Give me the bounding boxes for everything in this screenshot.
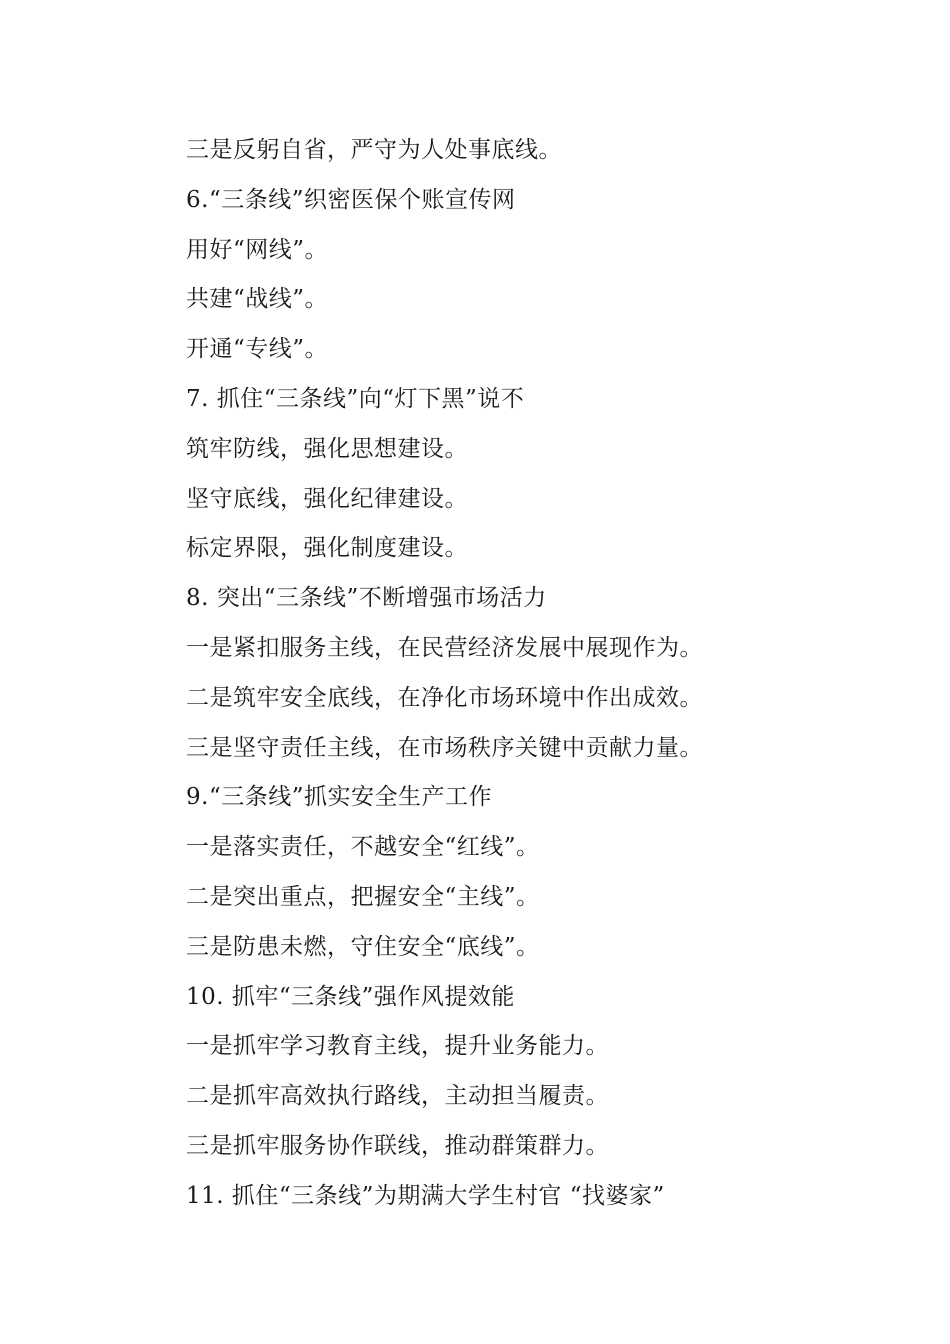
text-line: 二是抓牢高效执行路线，主动担当履责。 <box>186 1083 609 1110</box>
text-line: 标定界限，强化制度建设。 <box>186 535 468 562</box>
text-line: 二是突出重点，把握安全“主线”。 <box>186 883 540 910</box>
text-line: 用好“网线”。 <box>186 236 329 263</box>
text-line: 共建“战线”。 <box>186 286 329 313</box>
text-line: 三是反躬自省，严守为人处事底线。 <box>186 137 562 163</box>
document-body <box>186 126 886 1222</box>
text-line: 一是抓牢学习教育主线，提升业务能力。 <box>186 1033 609 1060</box>
text-line: 二是筑牢安全底线，在净化市场环境中作出成效。 <box>186 684 703 711</box>
text-line: 三是防患未燃，守住安全“底线”。 <box>186 933 540 960</box>
text-line: 筑牢防线，强化思想建设。 <box>186 435 468 462</box>
section-heading: 8. 突出“三条线”不断增强市场活力 <box>186 585 547 612</box>
text-line: 三是抓牢服务协作联线，推动群策群力。 <box>186 1132 609 1159</box>
section-heading: 11. 抓住“三条线”为期满大学生村官 “找婆家” <box>186 1182 665 1209</box>
text-line: 一是紧扣服务主线，在民营经济发展中展现作为。 <box>186 634 703 661</box>
section-heading: 10. 抓牢“三条线”强作风提效能 <box>186 983 515 1010</box>
text-line: 坚守底线，强化纪律建设。 <box>186 485 468 512</box>
section-heading: 7. 抓住“三条线”向“灯下黑”说不 <box>186 385 525 412</box>
text-line: 开通“专线”。 <box>186 336 329 363</box>
text-line: 一是落实责任，不越安全“红线”。 <box>186 834 540 861</box>
section-heading: 9.“三条线”抓实安全生产工作 <box>186 784 492 811</box>
text-line: 三是坚守责任主线，在市场秩序关键中贡献力量。 <box>186 734 703 761</box>
section-heading: 6.“三条线”织密医保个账宣传网 <box>186 186 516 213</box>
